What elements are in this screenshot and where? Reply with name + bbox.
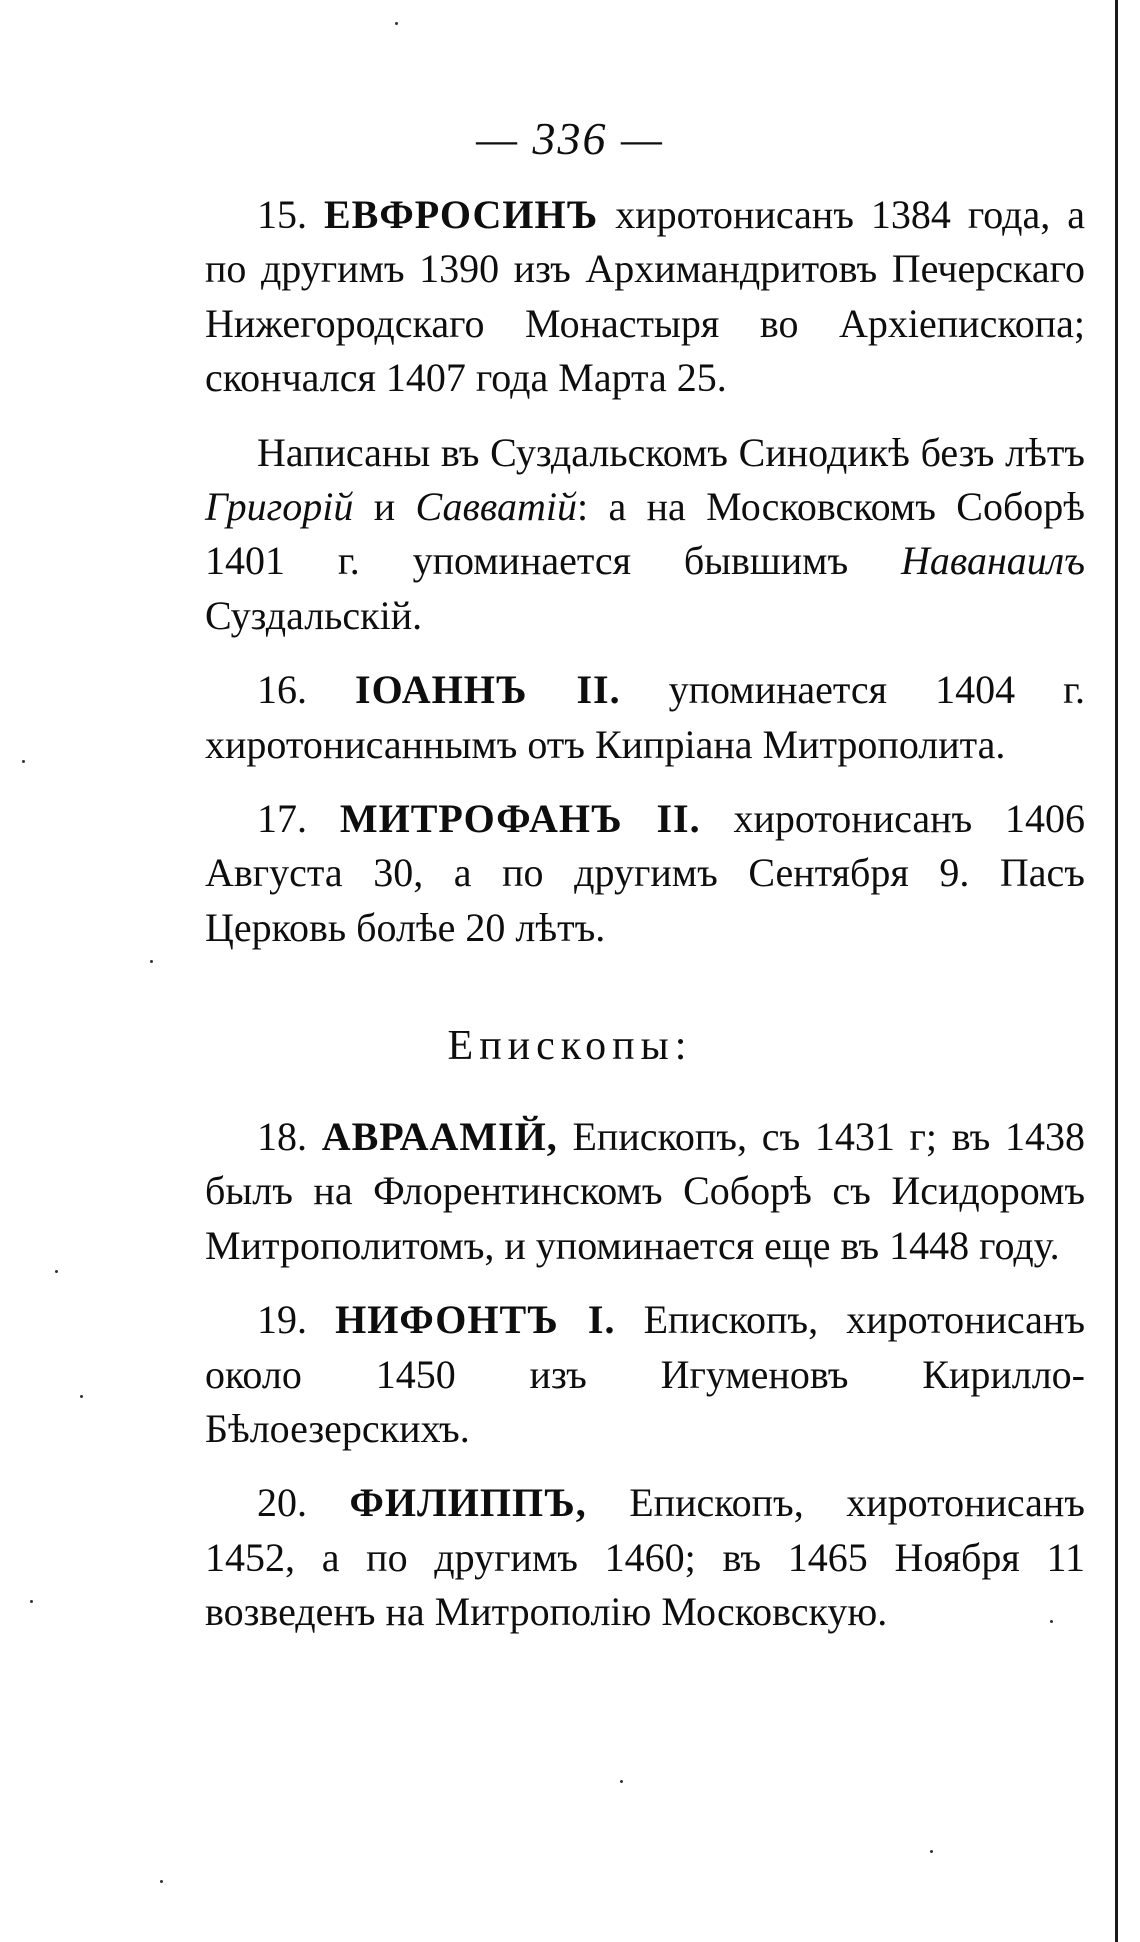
page-edge-rule [1115, 0, 1118, 1942]
scan-speck [80, 1395, 83, 1398]
lower-entries [205, 1110, 1085, 1640]
entry-20: 20. ФИЛИППЪ, Епископъ, хиротонисанъ 1452, а по другимъ 1460; въ 1465 Ноября 11 возведенъ на Митрополію Московскую. [205, 1480, 1085, 1635]
page-number-header: — 336 — [476, 113, 664, 164]
entry-19: 19. НИФОНТЪ I. Епископъ, хиротонисанъ около 1450 изъ Игуменовъ Кирилло-Бѣлоезерскихъ. [205, 1297, 1085, 1451]
entry-name: МИТРОФАНЪ II. [339, 795, 701, 841]
scan-speck [930, 1850, 933, 1853]
entry-text: хиротонисанъ 1384 года, а по другимъ 1390 изъ Архимандритовъ Печерскаго Нижегородскаго Монастыря во Архіепископа; скончался 1407 года Марта 25. [205, 192, 1085, 401]
entry-text: Епископъ, хиротонисанъ около 1450 изъ Игуменовъ Кирилло-Бѣлоезерскихъ. [205, 1297, 1085, 1451]
entry-text: хиротонисанъ 1406 Августа 30, а по другимъ Сентября 9. Пасъ Церковь болѣе 20 лѣтъ. [205, 795, 1086, 950]
scan-speck [22, 760, 25, 763]
section-heading: Епископы: [447, 1023, 693, 1069]
scan-speck [620, 1780, 623, 1783]
entry-name: ФИЛИППЪ, [349, 1480, 587, 1526]
entry-text: Епископъ, съ 1431 г; въ 1438 былъ на Флорентинскомъ Соборѣ съ Исидоромъ Митрополитомъ, и упоминается еще въ 1448 году. [205, 1114, 1086, 1268]
entry-17: 17. МИТРОФАНЪ II. хиротонисанъ 1406 Августа 30, а по другимъ Сентября 9. Пасъ Церковь болѣе 20 лѣтъ. [205, 795, 1086, 950]
entry-18: 18. АВРААМІЙ, Епископъ, съ 1431 г; въ 1438 былъ на Флорентинскомъ Соборѣ съ Исидоромъ Митрополитомъ, и упоминается еще въ 1448 году. [205, 1114, 1086, 1268]
scan-speck [150, 960, 153, 963]
entry-name: НИФОНТЪ I. [335, 1297, 616, 1343]
entry-text: упоминается 1404 г. хиротонисаннымъ отъ Кипріана Митрополита. [205, 667, 1085, 767]
entry-name: ІОАННЪ II. [355, 667, 621, 713]
entry-name: ЕВФРОСИНЪ [323, 192, 599, 237]
entry-16: 16. ІОАННЪ II. упоминается 1404 г. хиротонисаннымъ отъ Кипріана Митрополита. [205, 667, 1085, 767]
entry-15: 15. ЕВФРОСИНЪ хиротонисанъ 1384 года, а по другимъ 1390 изъ Архимандритовъ Печерскаго Нижегородскаго Монастыря во Архіепископа; скончался 1407 года Марта 25. [205, 192, 1085, 401]
scan-speck [395, 22, 398, 25]
note-paragraph: Написаны въ Суздальскомъ Синодикѣ безъ лѣтъ Григорій и Савватій: а на Московскомъ Соборѣ 1401 г. упоминается бывшимъ Наванаилъ Суздальскій. [205, 429, 1086, 638]
entry-name: АВРААМІЙ, [321, 1114, 558, 1159]
scan-speck [1050, 1620, 1053, 1623]
scan-speck [160, 1880, 163, 1883]
upper-entries [205, 188, 1085, 955]
scan-speck [55, 1270, 58, 1273]
scan-speck [30, 1600, 33, 1603]
entry-text: Епископъ, хиротонисанъ 1452, а по другимъ 1460; въ 1465 Ноября 11 возведенъ на Митрополію Московскую. [205, 1480, 1085, 1635]
